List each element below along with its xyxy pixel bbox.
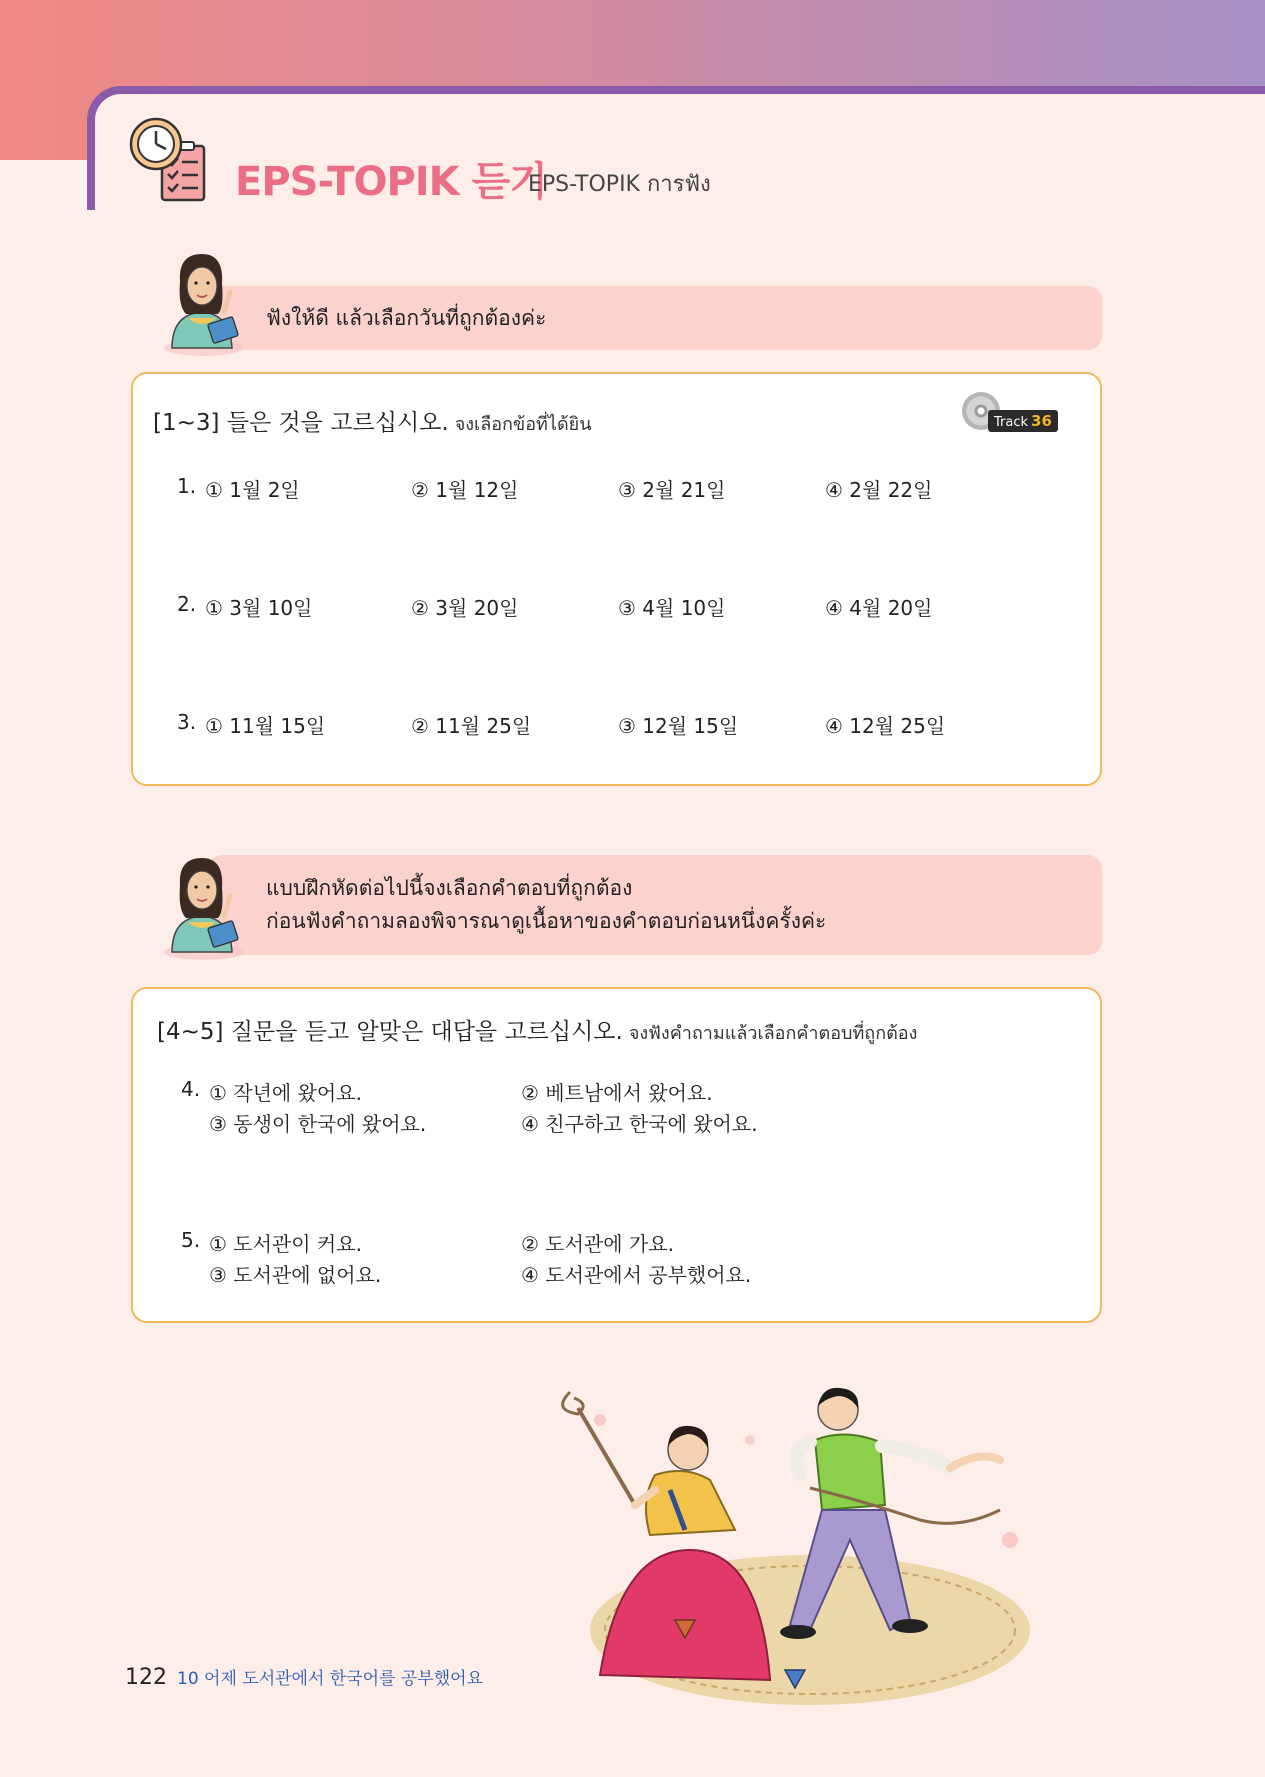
page-footer (125, 1664, 483, 1690)
answer-option[interactable]: ② 1월 12일 (411, 478, 519, 502)
answer-option[interactable]: ④ 4월 20일 (825, 596, 933, 620)
spinning-top-players-illustration (560, 1380, 1060, 1710)
answer-option[interactable]: ④ 친구하고 한국에 왔어요. (521, 1112, 758, 1136)
answer-option[interactable]: ④ 12월 25일 (825, 714, 946, 738)
question-number: 1. (177, 474, 197, 498)
clock-checklist-icon (128, 116, 214, 208)
question-number: 3. (177, 710, 197, 734)
answer-option[interactable]: ② 도서관에 가요. (521, 1232, 674, 1256)
section-2-instruction (157, 1013, 917, 1047)
instruction-banner-1 (208, 286, 1102, 350)
answer-option[interactable]: ③ 4월 10일 (618, 596, 726, 620)
page-number: 122 (125, 1665, 167, 1690)
answer-option[interactable]: ① 1월 2일 (205, 478, 300, 502)
chapter-title: 10 어제 도서관에서 한국어를 공부했어요 (177, 1669, 483, 1689)
sheet-edge-fade (87, 210, 99, 1777)
answer-option[interactable]: ② 3월 20일 (411, 596, 519, 620)
section-2-instruction-th: จงฟังคำถามแล้วเลือกคำตอบที่ถูกต้อง (628, 1023, 918, 1044)
teacher-illustration-icon (158, 852, 250, 960)
section-1-instruction-ko: [1~3] 들은 것을 고르십시오. (153, 410, 449, 436)
answer-option[interactable]: ③ 도서관에 없어요. (209, 1263, 382, 1287)
audio-track-badge[interactable] (962, 392, 1058, 434)
banner-2-line-1: แบบฝึกหัดต่อไปนี้จงเลือกคำตอบที่ถูกต้อง (266, 876, 633, 900)
answer-option[interactable]: ① 3월 10일 (205, 596, 313, 620)
answer-option[interactable]: ① 작년에 왔어요. (209, 1081, 362, 1105)
track-number: 36 (1031, 412, 1052, 430)
banner-2-line-2: ก่อนฟังคำถามลองพิจารณาดูเนื้อหาของคำตอบก่อนหนึ่งครั้งค่ะ (266, 909, 827, 933)
answer-option[interactable]: ③ 동생이 한국에 왔어요. (209, 1112, 427, 1136)
question-box-4-5 (131, 987, 1102, 1323)
question-number: 2. (177, 592, 197, 616)
answer-option[interactable]: ④ 도서관에서 공부했어요. (521, 1263, 752, 1287)
track-label-text: Track (994, 415, 1029, 430)
track-label (988, 410, 1058, 432)
banner-1-text: ฟังให้ดี แล้วเลือกวันที่ถูกต้องค่ะ (266, 305, 547, 330)
section-2-instruction-ko: [4~5] 질문을 듣고 알맞은 대답을 고르십시오. (157, 1019, 623, 1045)
page-subtitle: EPS-TOPIK การฟัง (528, 172, 711, 197)
answer-option[interactable]: ① 11월 15일 (205, 714, 326, 738)
instruction-banner-2 (208, 855, 1102, 955)
question-number: 5. (181, 1228, 201, 1252)
answer-option[interactable]: ④ 2월 22일 (825, 478, 933, 502)
answer-option[interactable]: ② 11월 25일 (411, 714, 532, 738)
answer-option[interactable]: ① 도서관이 커요. (209, 1232, 362, 1256)
answer-option[interactable]: ③ 12월 15일 (618, 714, 739, 738)
question-box-1-3 (131, 372, 1102, 786)
section-1-instruction (153, 404, 592, 438)
section-1-instruction-th: จงเลือกข้อที่ได้ยิน (454, 414, 592, 435)
teacher-illustration-icon (158, 248, 250, 356)
answer-option[interactable]: ② 베트남에서 왔어요. (521, 1081, 713, 1105)
question-number: 4. (181, 1077, 201, 1101)
answer-option[interactable]: ③ 2월 21일 (618, 478, 726, 502)
page-title: EPS-TOPIK 듣기 (235, 159, 547, 205)
